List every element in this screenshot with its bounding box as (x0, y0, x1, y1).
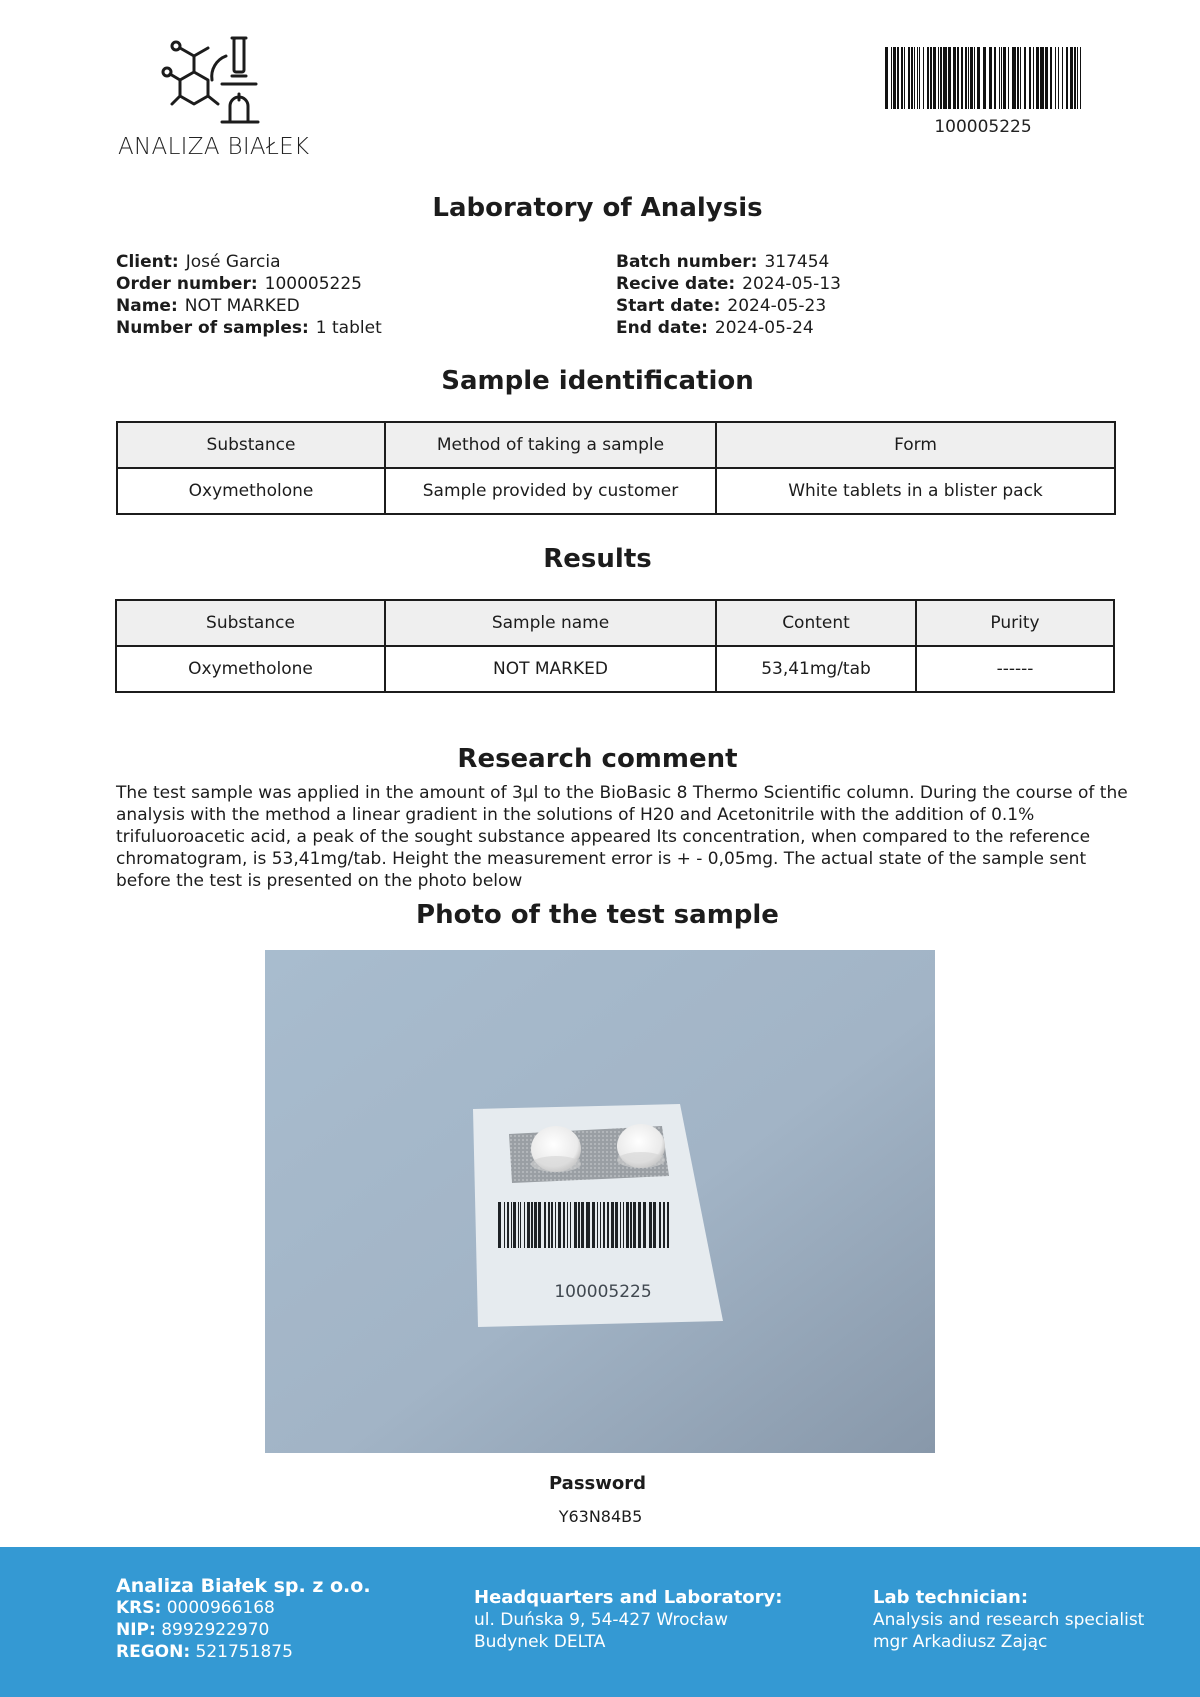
hq-heading: Headquarters and Laboratory: (474, 1587, 783, 1608)
sample-identification-heading: Sample identification (441, 366, 754, 396)
table-header-cell: Substance (117, 422, 385, 468)
table-cell: Oxymetholone (116, 646, 385, 692)
regon-value: 521751875 (195, 1642, 293, 1662)
table-header-row (116, 600, 1114, 646)
table-cell: ------ (916, 646, 1114, 692)
krs-label: KRS: (116, 1598, 162, 1618)
table-header-cell: Form (716, 422, 1115, 468)
research-comment-text: The test sample was applied in the amount of 3µl to the BioBasic 8 Thermo Scientific column. During the course of the analysis with the method a linear gradient in the solutions of H20 and Acetonitrile with the addition of 0.1% trifuluoroacetic acid, a peak of the sought substance appeared Its concentration, when compared to the reference chromatogram, is 53,41mg/tab. Height the measurement error is + - 0,05mg. The actual state of the sample sent before the test is presented on the photo below (116, 783, 1128, 891)
samples-value: 1 tablet (315, 318, 382, 338)
samples-row (116, 317, 382, 339)
results-heading: Results (543, 544, 652, 574)
batch-value: 317454 (764, 252, 830, 272)
results-table (115, 599, 1115, 693)
table-header-cell: Purity (916, 600, 1114, 646)
nip-value: 8992922970 (161, 1620, 270, 1640)
end-value: 2024-05-24 (714, 318, 814, 338)
table-cell: Sample provided by customer (385, 468, 716, 514)
table-cell: White tablets in a blister pack (716, 468, 1115, 514)
batch-label: Batch number: (616, 252, 758, 272)
sample-identification-table (116, 421, 1116, 515)
order-value: 100005225 (264, 274, 362, 294)
table-cell: Oxymetholone (117, 468, 385, 514)
info-right (616, 251, 841, 339)
molecule-microscope-icon (160, 34, 280, 126)
order-row (116, 273, 382, 295)
receive-row (616, 273, 841, 295)
regon-label: REGON: (116, 1642, 191, 1662)
table-row (116, 646, 1114, 692)
start-row (616, 295, 841, 317)
tech-role: Analysis and research specialist (873, 1610, 1145, 1630)
footer (0, 1547, 1200, 1697)
company-logo (118, 34, 318, 164)
name-value: NOT MARKED (184, 296, 300, 316)
hq-address: ul. Duńska 9, 54-427 Wrocław (474, 1610, 728, 1630)
page-title: Laboratory of Analysis (432, 193, 763, 223)
table-row (117, 468, 1115, 514)
krs-value: 0000966168 (166, 1598, 275, 1618)
hq-building: Budynek DELTA (474, 1632, 606, 1652)
footer-headquarters (474, 1587, 782, 1653)
name-label: Name: (116, 296, 178, 316)
client-row (116, 251, 382, 273)
header-barcode (885, 47, 1081, 137)
start-label: Start date: (616, 296, 721, 316)
samples-label: Number of samples: (116, 318, 309, 338)
nip-row (116, 1619, 371, 1641)
test-sample-photo (265, 950, 935, 1453)
client-value: José Garcia (185, 252, 281, 272)
table-header-cell: Substance (116, 600, 385, 646)
table-header-cell: Content (716, 600, 916, 646)
barcode-number: 100005225 (934, 117, 1032, 137)
barcode-icon (885, 47, 1081, 109)
blister-pack-photo (265, 950, 935, 1453)
logo-text: ANALIZA BIAŁEK (118, 134, 310, 160)
photo-label-number: 100005225 (554, 1282, 652, 1302)
nip-label: NIP: (116, 1620, 156, 1640)
tech-heading: Lab technician: (873, 1587, 1029, 1608)
table-header-cell: Sample name (385, 600, 716, 646)
footer-technician (873, 1587, 1144, 1653)
password-value: Y63N84B5 (558, 1507, 643, 1526)
photo-heading: Photo of the test sample (416, 900, 779, 930)
end-label: End date: (616, 318, 708, 338)
research-comment-heading: Research comment (457, 744, 738, 774)
password-label: Password (548, 1473, 647, 1494)
regon-row (116, 1641, 371, 1663)
footer-company (116, 1575, 371, 1663)
receive-label: Recive date: (616, 274, 736, 294)
table-cell: NOT MARKED (385, 646, 716, 692)
client-label: Client: (116, 252, 179, 272)
info-left (116, 251, 382, 339)
krs-row (116, 1597, 371, 1619)
end-row (616, 317, 841, 339)
name-row (116, 295, 382, 317)
table-header-cell: Method of taking a sample (385, 422, 716, 468)
company-name: Analiza Białek sp. z o.o. (116, 1575, 371, 1597)
table-header-row (117, 422, 1115, 468)
tech-name: mgr Arkadiusz Zając (873, 1632, 1048, 1652)
batch-row (616, 251, 841, 273)
start-value: 2024-05-23 (727, 296, 827, 316)
order-label: Order number: (116, 274, 258, 294)
receive-value: 2024-05-13 (742, 274, 841, 294)
table-cell: 53,41mg/tab (716, 646, 916, 692)
